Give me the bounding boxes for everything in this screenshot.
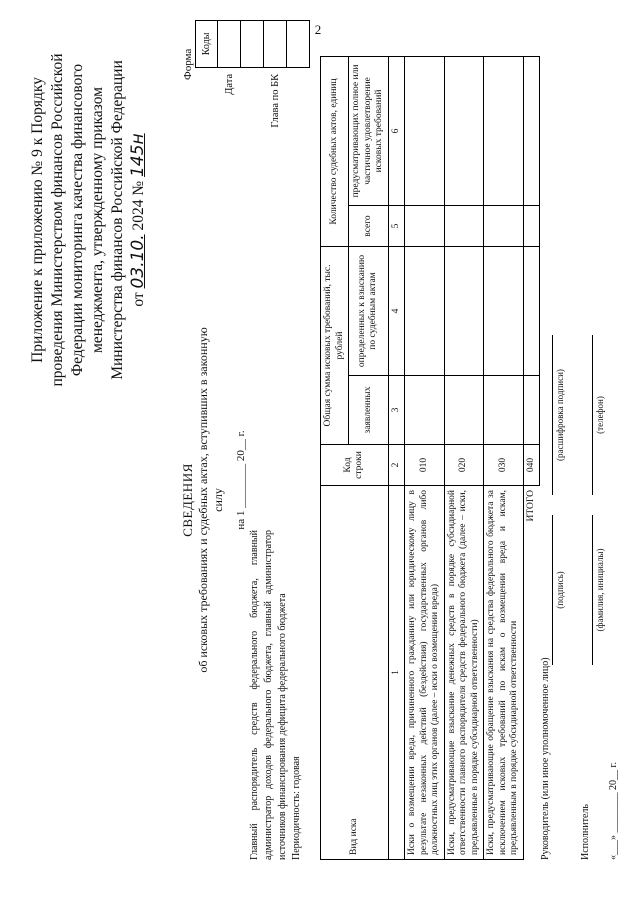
appendix-header (28, 30, 149, 410)
header-count: Количество судебных актов, единиц (321, 57, 349, 247)
table-row-total (523, 57, 540, 860)
name-line (592, 515, 593, 665)
appendix-line-3: Федерации мониторинга качества финансового (69, 63, 86, 377)
empty-cell (405, 247, 445, 376)
col-num-2: 2 (388, 445, 405, 486)
header-declared: заявленных (349, 376, 389, 445)
appendix-line-5: Министерства финансов Российской Федерации (109, 60, 126, 380)
row-code: 030 (484, 445, 524, 486)
col-num-3: 3 (388, 376, 405, 445)
header-amount: Общая сумма исковых требований, тыс. рублей (321, 247, 349, 445)
appendix-line-1: Приложение к приложению № 9 к Порядку (29, 77, 46, 363)
row-kind: Иски, предусматривающие взыскание денежных средств в порядке субсидиарной ответственности главного распорядителя средств федерального бюджета (далее – иски, предъявленные в порядке субсидиарной ответственности) (444, 486, 484, 860)
empty-cell (444, 247, 484, 376)
empty-cell (484, 376, 524, 445)
periodicity-text: Периодичность: годовая (291, 756, 302, 860)
appendix-date-line (128, 30, 149, 410)
total-label: ИТОГО (523, 486, 540, 860)
table-row (444, 57, 484, 860)
row-code: 020 (444, 445, 484, 486)
phone-caption: (телефон) (595, 396, 605, 434)
date-prefix: от (130, 292, 147, 307)
empty-cell (484, 57, 524, 206)
header-total: всего (349, 206, 389, 247)
empty-code-cell-2 (287, 21, 310, 68)
date-footer: «___» ________ 20__ г. (608, 762, 619, 860)
col-num-5: 5 (388, 206, 405, 247)
appendix-line-2: проведения Министерством финансов Российской (49, 53, 66, 387)
header-determined: определенных к взысканию по судебным актам (349, 247, 389, 376)
date-label: Дата (223, 73, 235, 95)
executor-label: Исполнитель (580, 804, 591, 860)
header-partial: предусматривающих полное или частичное удовлетворение исковых требований (349, 57, 389, 206)
report-heading: СВЕДЕНИЯ (180, 463, 195, 537)
empty-cell (484, 247, 524, 376)
decode-caption: (расшифровка подписи) (555, 369, 565, 461)
table-row (484, 57, 524, 860)
organization-info (248, 530, 304, 860)
empty-cell (405, 206, 445, 247)
col-num-4: 4 (388, 247, 405, 376)
empty-cell (405, 57, 445, 206)
handwritten-date: 03.10. (128, 234, 148, 289)
empty-cell (523, 206, 540, 247)
report-title (180, 320, 226, 680)
empty-cell (444, 376, 484, 445)
empty-cell (523, 376, 540, 445)
total-code: 040 (523, 445, 540, 486)
empty-cell (523, 57, 540, 206)
empty-cell (523, 247, 540, 376)
header-kind: Вид иска (321, 486, 389, 860)
empty-cell (484, 206, 524, 247)
report-subtitle: об исковых требованиях и судебных актах, вступивших в законную силу (196, 327, 225, 673)
organization-text: Главный распорядитель средств федерального бюджета, главный администратор доходов федерального бюджета, главный администратор источников финансирования дефицита федерального бюджета (249, 530, 288, 860)
decode-line (552, 335, 553, 495)
date-code-cell (218, 21, 241, 68)
row-kind: Иски, предусматривающие обращение взыскания на средства федерального бюджета за исключением исковых требований по искам о возмещении вреда и искам, предъявленным в порядке субсидиарной ответственности (484, 486, 524, 860)
col-num-1: 1 (388, 486, 405, 860)
bk-code-cell (264, 21, 287, 68)
report-period: на 1 ________ 20__ г. (235, 430, 247, 530)
form-label: Форма (182, 48, 194, 80)
head-label: Руководитель (или иное уполномоченное лицо) (540, 657, 551, 860)
page-number: 2 (314, 22, 322, 37)
bk-label: Глава по БК (269, 73, 281, 128)
empty-cell (444, 57, 484, 206)
empty-code-cell (241, 21, 264, 68)
codes-header: Коды (196, 21, 218, 68)
claims-table (320, 56, 540, 860)
row-code: 010 (405, 445, 445, 486)
signature-caption: (подпись) (555, 571, 565, 609)
name-caption: (фамилия, инициалы) (595, 548, 605, 632)
signature-line (552, 515, 553, 665)
col-num-6: 6 (388, 57, 405, 206)
empty-cell (405, 376, 445, 445)
handwritten-order-number: 145н (128, 133, 148, 177)
appendix-line-4: менеджмента, утвержденному приказом (89, 87, 106, 353)
table-row (405, 57, 445, 860)
empty-cell (444, 206, 484, 247)
date-year: 2024 № (130, 180, 147, 231)
header-code: Код строки (321, 445, 389, 486)
codes-box (195, 20, 310, 150)
row-kind: Иски о возмещении вреда, причиненного гражданину или юридическому лицу в результате незаконных действий (бездействия) государственных органов либо должностных лиц этих органов (далее – иски о возмещении вреда) (405, 486, 445, 860)
rotated-form-sheet (20, 20, 620, 880)
phone-line (592, 335, 593, 495)
